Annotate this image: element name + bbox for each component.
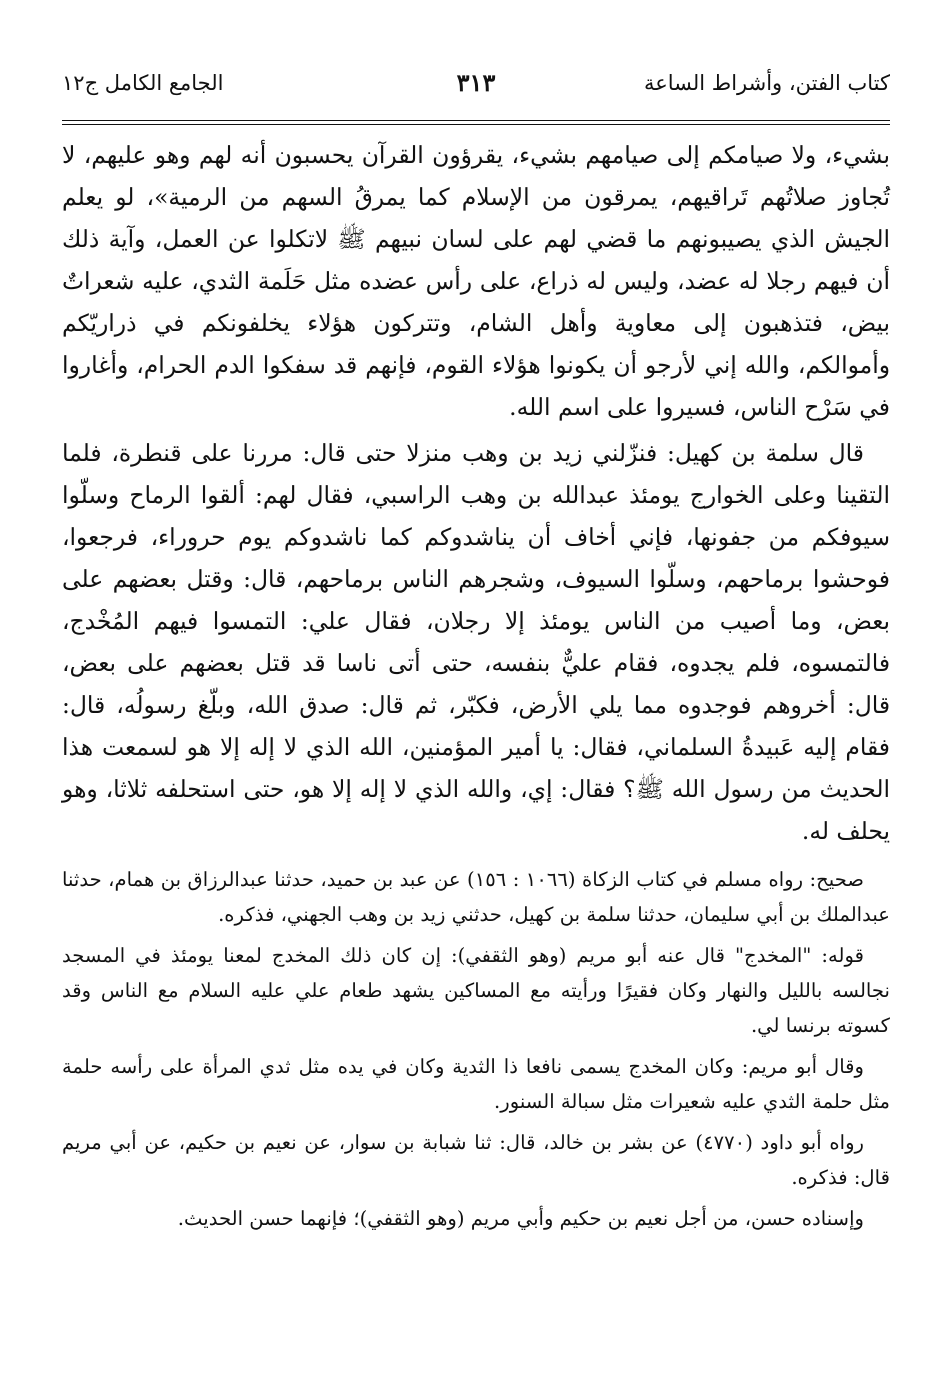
header-rule (62, 120, 890, 125)
main-paragraph: بشيء، ولا صيامكم إلى صيامهم بشيء، يقرؤون القرآن يحسبون أنه لهم وهو عليهم، لا تُجاوز صلاتُهم تَراقيهم، يمرقون من الإسلام كما يمرقُ السهم من الرمية»، لو يعلم الجيش الذي يصيبونهم ما قضي لهم على لسان نبيهم ﷺ لاتكلوا عن العمل، وآية ذلك أن فيهم رجلا له عضد، وليس له ذراع، على رأس عضده مثل حَلَمة الثدي، عليه شعراتٌ بيض، فتذهبون إلى معاوية وأهل الشام، وتتركون هؤلاء يخلفونكم في ذراريّكم وأموالكم، والله إني لأرجو أن يكونوا هؤلاء القوم، فإنهم قد سفكوا الدم الحرام، وأغاروا في سَرْح الناس، فسيروا على اسم الله. (62, 141, 890, 421)
note-paragraph: رواه أبو داود (٤٧٧٠) عن بشر بن خالد، قال: ثنا شبابة بن سوار، عن نعيم بن حكيم، عن أبي مريم قال: فذكره. (62, 1131, 890, 1189)
main-paragraph: قال سلمة بن كهيل: فنزّلني زيد بن وهب منزلا حتى قال: مررنا على قنطرة، فلما التقينا وعلى الخوارج يومئذ عبدالله بن وهب الراسبي، فقال لهم: ألقوا الرماح وسلّوا سيوفكم من جفونها، فإني أخاف أن يناشدوكم كما ناشدوكم يوم حروراء، فرجعوا، فوحشوا برماحهم، وسلّوا السيوف، وشجرهم الناس برماحهم، قال: وقتل بعضهم على بعض، وما أصيب من الناس يومئذ إلا رجلان، فقال علي: التمسوا فيهم المُخْدج، فالتمسوه، فلم يجدوه، فقام عليٌّ بنفسه، حتى أتى ناسا قد قتل بعضهم على بعض، قال: أخروهم فوجدوه مما يلي الأرض، فكبّر، ثم قال: صدق الله، وبلّغ رسولُه، قال: فقام إليه عَبيدةُ السلماني، فقال: يا أمير المؤمنين، الله الذي لا إله إلا هو لسمعت هذا الحديث من رسول الله ﷺ؟ فقال: إي، والله الذي لا إله إلا هو، حتى استحلفه ثلاثا، وهو يحلف له. (62, 439, 890, 845)
chapter-title: كتاب الفتن، وأشراط الساعة (643, 71, 890, 95)
main-text (62, 134, 890, 852)
running-header (62, 58, 890, 114)
note-paragraph: قوله: "المخدج" قال عنه أبو مريم (وهو الثقفي): إن كان ذلك المخدج لمعنا يومئذ في المسجد نجالسه بالليل والنهار وكان فقيرًا ورأيته مع المساكين يشهد طعام علي عليه السلام مع الناس وقد كسوته برنسا لي. (62, 944, 890, 1037)
book-page (62, 58, 890, 1348)
note-paragraph: وإسناده حسن، من أجل نعيم بن حكيم وأبي مريم (وهو الثقفي)؛ فإنهما حسن الحديث. (177, 1207, 864, 1230)
page-number: ٣١٣ (456, 68, 496, 97)
footnotes (62, 862, 890, 1236)
book-title: الجامع الكامل ج١٢ (62, 71, 224, 95)
note-paragraph: وقال أبو مريم: وكان المخدج يسمى نافعا ذا الثدية وكان في يده مثل ثدي المرأة على رأسه حلمة مثل حلمة الثدي عليه شعيرات مثل سبالة السنور. (62, 1055, 890, 1113)
note-paragraph: صحيح: رواه مسلم في كتاب الزكاة (١٠٦٦ : ١٥٦) عن عبد بن حميد، حدثنا عبدالرزاق بن همام، حدثنا عبدالملك بن أبي سليمان، حدثنا سلمة بن كهيل، حدثني زيد بن وهب الجهني، فذكره. (62, 868, 890, 926)
